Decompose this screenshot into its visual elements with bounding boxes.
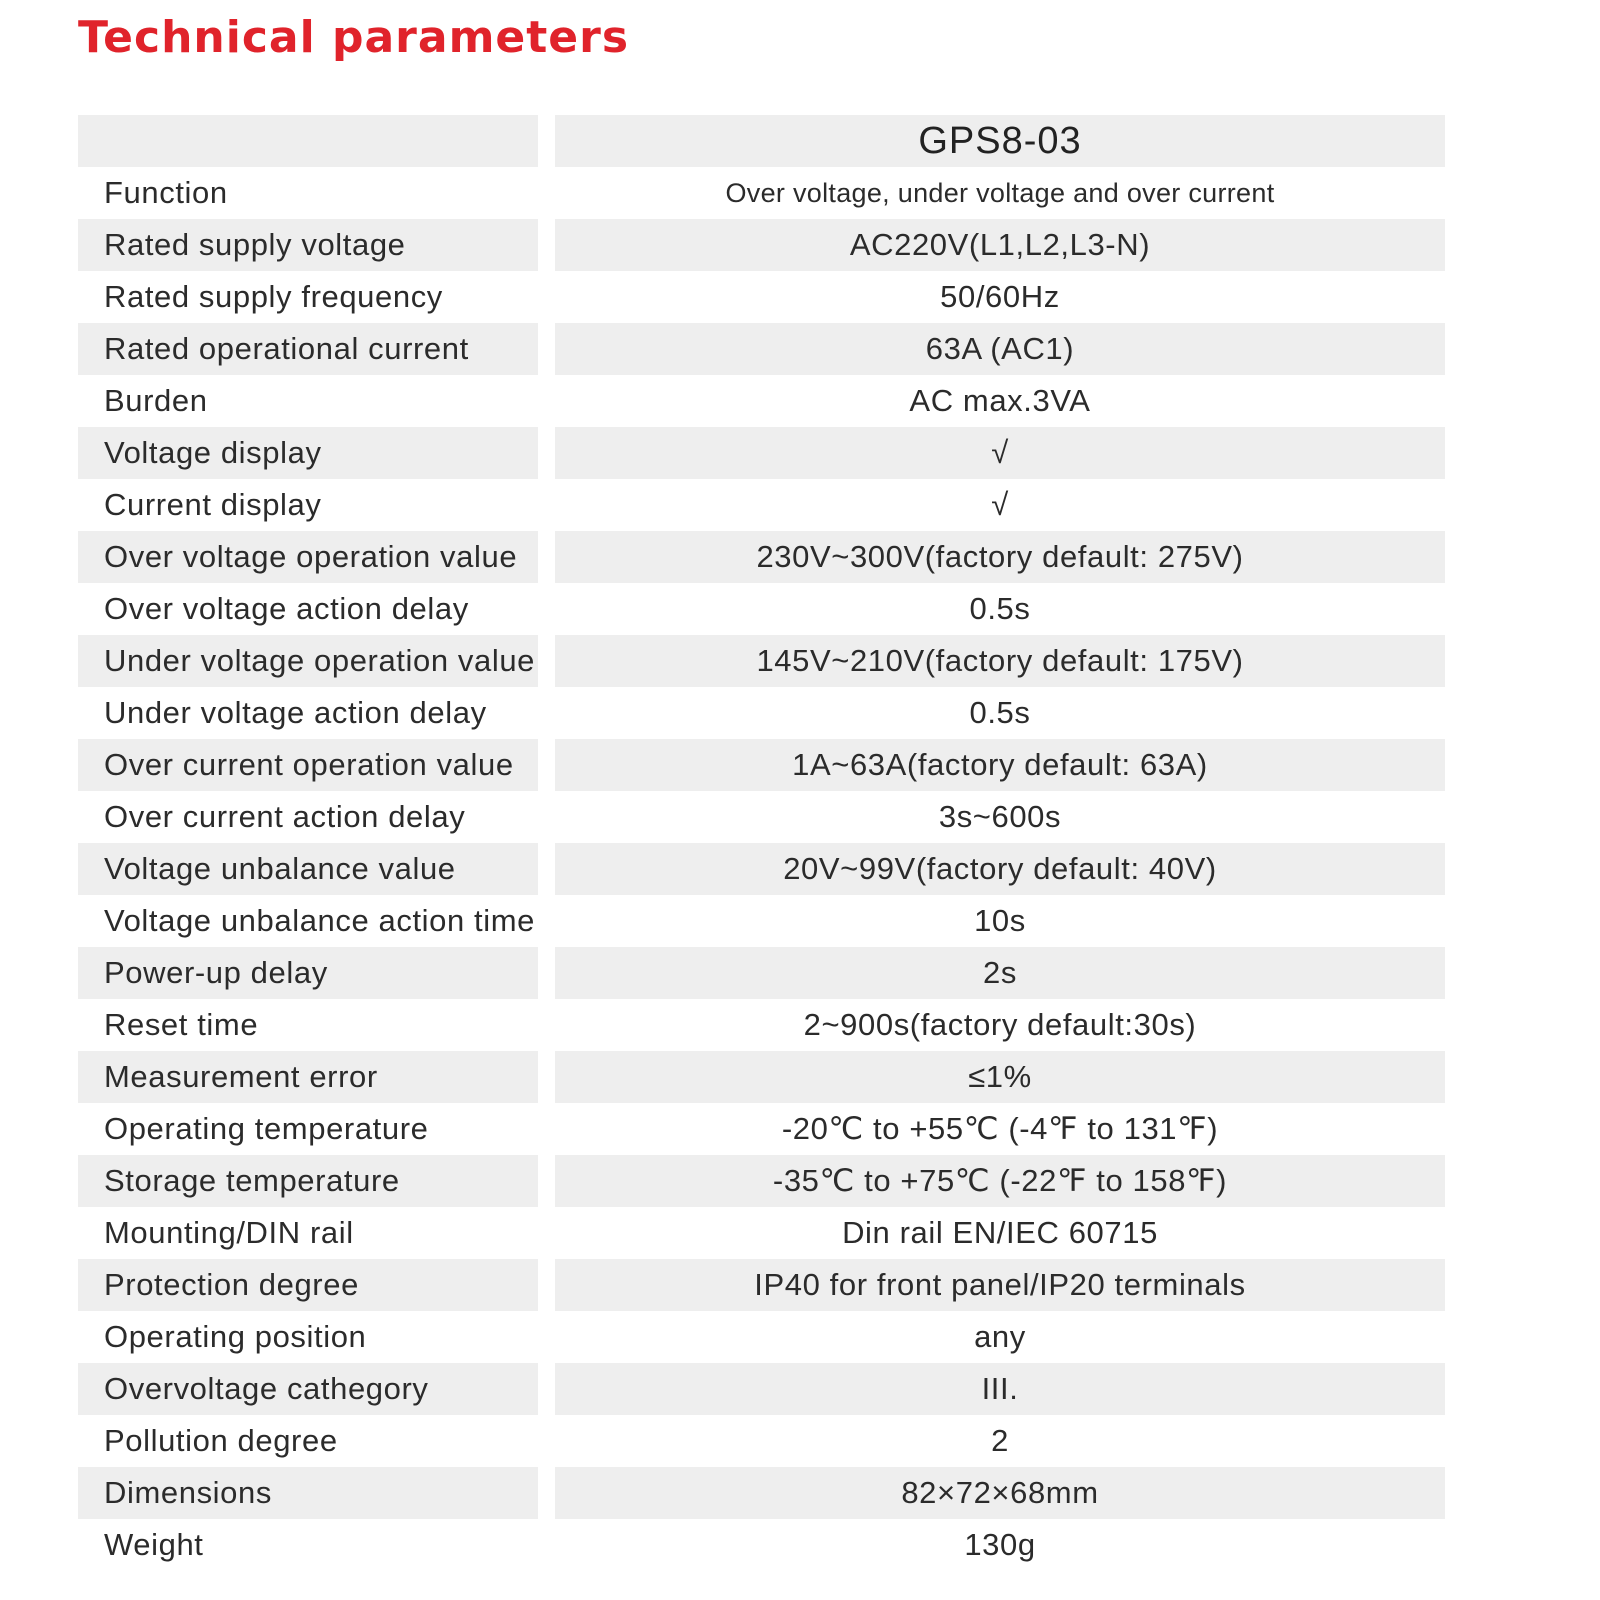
table-row bbox=[78, 1207, 1445, 1259]
param-value: 130g bbox=[964, 1527, 1036, 1562]
table-row bbox=[78, 739, 1445, 791]
table-row bbox=[78, 427, 1445, 479]
table-row bbox=[78, 583, 1445, 635]
table-row bbox=[78, 843, 1445, 895]
param-label: Measurement error bbox=[78, 1051, 538, 1103]
param-label: Reset time bbox=[104, 1007, 259, 1042]
param-label: Rated supply voltage bbox=[78, 219, 538, 271]
table-row bbox=[78, 791, 1445, 843]
table-row bbox=[78, 375, 1445, 427]
param-value: -20℃ to +55℃ (-4℉ to 131℉) bbox=[781, 1111, 1219, 1146]
param-label: Voltage display bbox=[78, 427, 538, 479]
param-value: 82×72×68mm bbox=[555, 1467, 1445, 1519]
param-label: Rated operational current bbox=[78, 323, 538, 375]
param-label: Power-up delay bbox=[78, 947, 538, 999]
table-row bbox=[78, 895, 1445, 947]
param-value: Over voltage, under voltage and over current bbox=[725, 177, 1275, 208]
table-row bbox=[78, 323, 1445, 375]
table-row bbox=[78, 687, 1445, 739]
table-row bbox=[78, 1467, 1445, 1519]
param-value: 1A~63A(factory default: 63A) bbox=[555, 739, 1445, 791]
param-label: Overvoltage cathegory bbox=[78, 1363, 538, 1415]
param-label: Pollution degree bbox=[104, 1423, 338, 1458]
table-header-row bbox=[78, 115, 1445, 167]
param-label: Voltage unbalance action time bbox=[104, 903, 536, 938]
param-label: Operating position bbox=[104, 1319, 367, 1354]
param-label: Over current action delay bbox=[104, 799, 466, 834]
model-name: GPS8-03 bbox=[555, 115, 1445, 167]
table-row bbox=[78, 1103, 1445, 1155]
table-row bbox=[78, 1259, 1445, 1311]
param-value: 145V~210V(factory default: 175V) bbox=[555, 635, 1445, 687]
param-label: Over voltage action delay bbox=[104, 591, 469, 626]
param-value: 50/60Hz bbox=[940, 279, 1060, 314]
param-value: 10s bbox=[974, 903, 1026, 938]
header-label-cell bbox=[78, 115, 538, 167]
table-row bbox=[78, 635, 1445, 687]
param-value: 0.5s bbox=[969, 695, 1031, 730]
param-value: 20V~99V(factory default: 40V) bbox=[555, 843, 1445, 895]
param-value: AC max.3VA bbox=[909, 383, 1091, 418]
table-row bbox=[78, 271, 1445, 323]
param-value: any bbox=[974, 1319, 1026, 1354]
param-label: Operating temperature bbox=[104, 1111, 429, 1146]
param-label: Storage temperature bbox=[78, 1155, 538, 1207]
table-row bbox=[78, 999, 1445, 1051]
param-value: 230V~300V(factory default: 275V) bbox=[555, 531, 1445, 583]
table-row bbox=[78, 531, 1445, 583]
param-label: Mounting/DIN rail bbox=[104, 1215, 354, 1250]
param-label: Rated supply frequency bbox=[104, 279, 443, 314]
param-label: Over voltage operation value bbox=[78, 531, 538, 583]
param-value: ≤1% bbox=[555, 1051, 1445, 1103]
param-label: Weight bbox=[104, 1527, 204, 1562]
table-row bbox=[78, 1051, 1445, 1103]
param-value: AC220V(L1,L2,L3-N) bbox=[555, 219, 1445, 271]
param-value: IP40 for front panel/IP20 terminals bbox=[555, 1259, 1445, 1311]
param-label: Over current operation value bbox=[78, 739, 538, 791]
param-value: 0.5s bbox=[969, 591, 1031, 626]
param-value: III. bbox=[555, 1363, 1445, 1415]
param-value: 3s~600s bbox=[938, 799, 1062, 834]
param-label: Current display bbox=[104, 487, 322, 522]
check-mark: √ bbox=[991, 487, 1009, 522]
param-label: Under voltage operation value bbox=[78, 635, 538, 687]
param-label: Under voltage action delay bbox=[104, 695, 487, 730]
table-row bbox=[78, 1311, 1445, 1363]
param-label: Dimensions bbox=[78, 1467, 538, 1519]
spec-table bbox=[78, 115, 1445, 1571]
param-value: 2~900s(factory default:30s) bbox=[803, 1007, 1197, 1042]
table-row bbox=[78, 1155, 1445, 1207]
param-value: 63A (AC1) bbox=[555, 323, 1445, 375]
param-label: Function bbox=[104, 175, 228, 210]
table-row bbox=[78, 1415, 1445, 1467]
page-title: Technical parameters bbox=[78, 12, 630, 63]
table-row bbox=[78, 947, 1445, 999]
param-label: Voltage unbalance value bbox=[78, 843, 538, 895]
param-value: 2 bbox=[991, 1423, 1009, 1458]
table-row bbox=[78, 1519, 1445, 1571]
check-mark: √ bbox=[555, 427, 1445, 479]
param-label: Burden bbox=[104, 383, 208, 418]
param-value: Din rail EN/IEC 60715 bbox=[842, 1215, 1158, 1250]
table-row bbox=[78, 167, 1445, 219]
param-value: -35℃ to +75℃ (-22℉ to 158℉) bbox=[555, 1155, 1445, 1207]
param-label: Protection degree bbox=[78, 1259, 538, 1311]
table-row bbox=[78, 479, 1445, 531]
table-row bbox=[78, 1363, 1445, 1415]
table-row bbox=[78, 219, 1445, 271]
param-value: 2s bbox=[555, 947, 1445, 999]
